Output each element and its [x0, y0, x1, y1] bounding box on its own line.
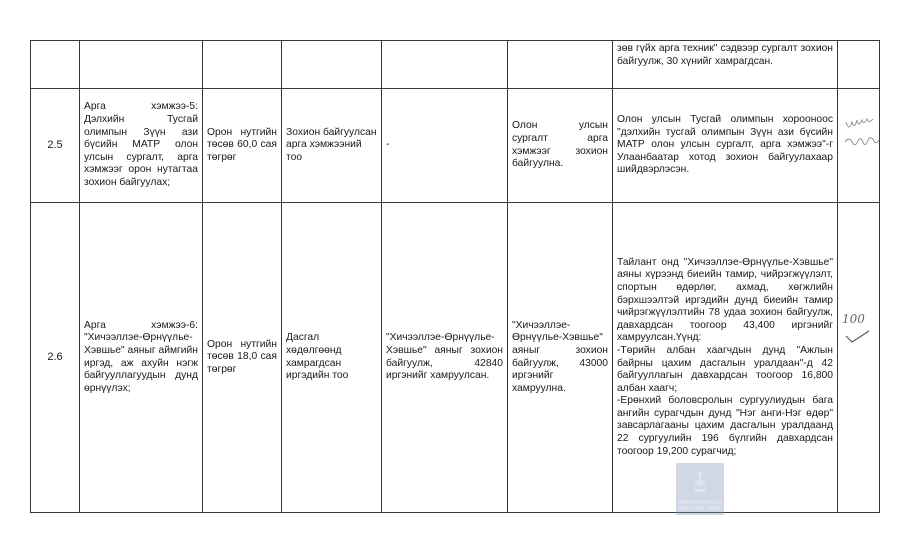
performance-cell: Тайлант онд "Хичээллэе-Өрнүүлье-Хэвшье" аяны хүрээнд биеийн тамир, чийрэгжүүлэлт, спортын өдөрлөг, ахмад, хөгжлийн бэрхшээлтэй иргэдийн дунд биеийн тамир чийрэгжүүлэлтийн 78 удаа зохион байгуулж, давхардсан тоогоор 43,400 иргэнийг хамруулсан.Үүнд: -Төрийн албан хаагчдын дунд "Ажлын байрны цахим дасгалын уралдаан"-д 42 байгууллагын давхардсан тоогоор 16,800 албан хаагч; -Ерөнхий боловсролын сургуулиудын бага ангийн сурагчдын дунд "Нэг анги-Нэг өдөр" завсарлагааны цахим дасгалын уралдаанд 22 сургуулийн 196 бүлгийн давхардсан тоогоор 19,200 сурагчид;	[613, 203, 838, 513]
target-cell	[508, 41, 613, 89]
performance-cell: Олон улсын Тусгай олимпын хорооноос "дэлхийн тусгай олимпын Зүүн ази бүсийн МАТР олон улсын сургалт, арга хэмжээ"-г Улаанбаатар хотод зохион байгуулахаар шийдвэрлэсэн.	[613, 89, 838, 203]
action-cell: Арга хэмжээ-6: "Хичээллэе-Өрнүүлье-Хэвшье" аяныг аймгийн иргэд, аж ахуйн нэгж байгууллагуудын дунд өрнүүлэх;	[80, 203, 203, 513]
indicator-cell: Дасгал хөдөлгөөнд хамрагдсан иргэдийн тоо	[282, 203, 382, 513]
handwritten-score-note	[842, 108, 882, 178]
table-row	[31, 203, 880, 513]
target-cell: Олон улсын сургалт арга хэмжээг зохион байгуулна.	[508, 89, 613, 203]
table-row	[31, 89, 880, 203]
table-row	[31, 41, 880, 89]
performance-cell: зөв гүйх арга техник" сэдвээр сургалт зохион байгуулж, 30 хүнийг хамрагдсан.	[613, 41, 838, 89]
emblem-icon	[690, 469, 710, 495]
audit-stamp	[676, 463, 724, 515]
target-cell: "Хичээллэе-Өрнүүлье-Хэвшье" аяныг зохион байгуулж, 43000 иргэнийг хамруулна.	[508, 203, 613, 513]
baseline-cell: -	[382, 89, 508, 203]
source-cell: Орон нутгийн төсөв 18,0 сая төгрөг	[203, 203, 282, 513]
score-cell	[838, 89, 880, 203]
row-number: 2.5	[31, 89, 80, 203]
action-cell	[80, 41, 203, 89]
score-cell	[838, 41, 880, 89]
row-number: 2.6	[31, 203, 80, 513]
baseline-cell	[382, 41, 508, 89]
row-number	[31, 41, 80, 89]
score-cell	[838, 203, 880, 513]
score-value: 100	[842, 312, 865, 326]
action-cell: Арга хэмжээ-5: Дэлхийн Тусгай олимпын Зүүн ази бүсийн МАТР олон улсын сургалт, арга хэмжээг орон нутагтаа зохион байгуулах;	[80, 89, 203, 203]
stamp-text: МОНГОЛ УЛСЫН АУДИТЫН ГАЗАР	[678, 500, 722, 512]
source-cell: Орон нутгийн төсөв 60,0 сая төгрөг	[203, 89, 282, 203]
indicator-cell: Зохион байгуулсан арга хэмжээний тоо	[282, 89, 382, 203]
baseline-cell: "Хичээллэе-Өрнүүлье-Хэвшье" аяныг зохион байгуулж, 42840 иргэнийг хамруулсан.	[382, 203, 508, 513]
checkmark-icon	[842, 328, 872, 344]
indicator-cell	[282, 41, 382, 89]
performance-table	[30, 40, 880, 513]
source-cell	[203, 41, 282, 89]
